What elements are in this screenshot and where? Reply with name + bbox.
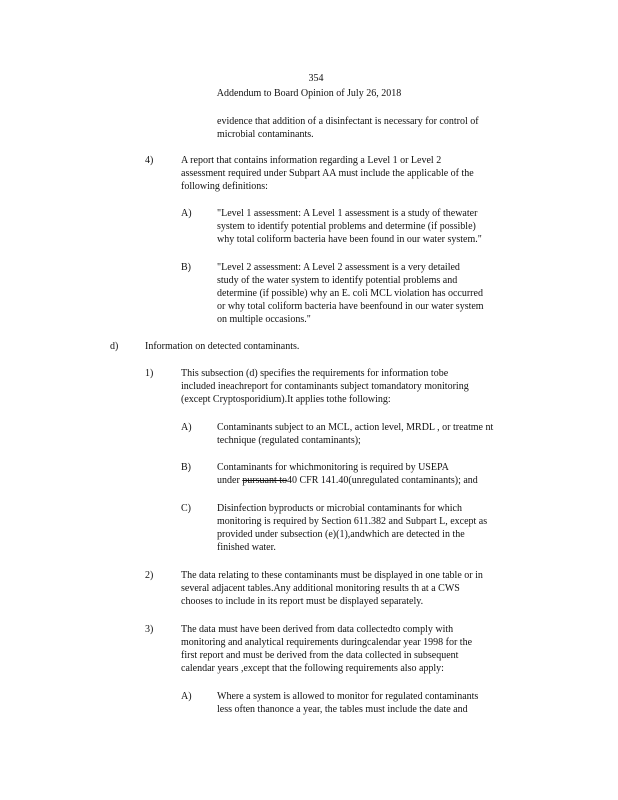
item-4b-line-5: on multiple occasions." (217, 314, 311, 325)
item-d2-label: 2) (145, 570, 154, 581)
item-d1a-line-1: Contaminants subject to an MCL, action level, MRDL , or treatme nt (217, 422, 494, 433)
item-d1c-line-1: Disinfection byproducts or microbial contaminants for which (217, 503, 462, 514)
item-d1-line-1: This subsection (d) specifies the requirements for information tobe (181, 368, 449, 379)
item-d1b-struck-text: pursuant to (242, 475, 287, 486)
item-4b-line-2: study of the water system to identify potential problems and (217, 275, 458, 286)
item-d1a-label: A) (181, 422, 192, 433)
item-d1b-label: B) (181, 462, 191, 473)
carryover-line-2: microbial contaminants. (217, 129, 314, 140)
section-d-label: d) (110, 341, 119, 352)
item-4-label: 4) (145, 155, 154, 166)
item-4-line-1: A report that contains information regarding a Level 1 or Level 2 (181, 155, 442, 166)
item-d1-label: 1) (145, 368, 154, 379)
item-d1a-line-2: technique (regulated contaminants); (217, 435, 361, 446)
section-d-title: Information on detected contaminants. (145, 341, 300, 352)
item-d3-line-2: monitoring and analytical requirements duringcalendar year 1998 for the (181, 637, 473, 648)
item-4b-line-3: determine (if possible) why an E. coli MCL violation has occurred (217, 288, 483, 299)
item-d1b-line-2-post: 40 CFR 141.40(unregulated contaminants); and (287, 475, 478, 486)
item-4b-line-1: "Level 2 assessment: A Level 2 assessment is a very detailed (217, 262, 460, 273)
item-d3a-label: A) (181, 691, 192, 702)
item-4a-label: A) (181, 208, 192, 219)
item-d3-line-4: calendar years ,except that the following requirements also apply: (181, 663, 444, 674)
page-header-subtitle: Addendum to Board Opinion of July 26, 2018 (216, 88, 402, 99)
item-4-line-2: assessment required under Subpart AA must include the applicable of the (181, 168, 474, 179)
item-d1c-label: C) (181, 503, 191, 514)
item-d3a-line-1: Where a system is allowed to monitor for regulated contaminants (217, 691, 479, 702)
item-d3-line-3: first report and must be derived from the data collected in subsequent (181, 650, 459, 661)
item-d1b-line-2-pre: under (217, 475, 243, 486)
item-4-line-3: following definitions: (181, 181, 268, 192)
item-4a-line-2: system to identify potential problems and determine (if possible) (217, 221, 476, 232)
item-d1c-line-3: provided under subsection (e)(1),andwhich are detected in the (217, 529, 465, 540)
item-4b-label: B) (181, 262, 191, 273)
item-d1b-line-2 (217, 475, 478, 488)
page-number: 354 (308, 73, 324, 84)
item-d1c-line-2: monitoring is required by Section 611.382 and Subpart L, except as (217, 516, 488, 527)
item-d3-label: 3) (145, 624, 154, 635)
item-d1c-line-4: finished water. (217, 542, 276, 553)
item-4b-line-4: or why total coliform bacteria have beenfound in our water system (217, 301, 484, 312)
item-d1-line-2: included ineachreport for contaminants subject tomandatory monitoring (181, 381, 469, 392)
item-d2-line-1: The data relating to these contaminants must be displayed in one table or in (181, 570, 483, 581)
item-d3-line-1: The data must have been derived from data collectedto comply with (181, 624, 454, 635)
item-d2-line-2: several adjacent tables.Any additional monitoring results th at a CWS (181, 583, 460, 594)
item-d1-line-3: (except Cryptosporidium).It applies tothe following: (181, 394, 391, 405)
carryover-line-1: evidence that addition of a disinfectant is necessary for control of (217, 116, 479, 127)
item-4a-line-3: why total coliform bacteria have been found in our water system." (217, 234, 482, 245)
item-d3a-line-2: less often thanonce a year, the tables must include the date and (217, 704, 468, 715)
item-d1b-line-1: Contaminants for whichmonitoring is required by USEPA (217, 462, 449, 473)
item-d2-line-3: chooses to include in its report must be displayed separately. (181, 596, 424, 607)
item-4a-line-1: "Level 1 assessment: A Level 1 assessment is a study of thewater (217, 208, 478, 219)
